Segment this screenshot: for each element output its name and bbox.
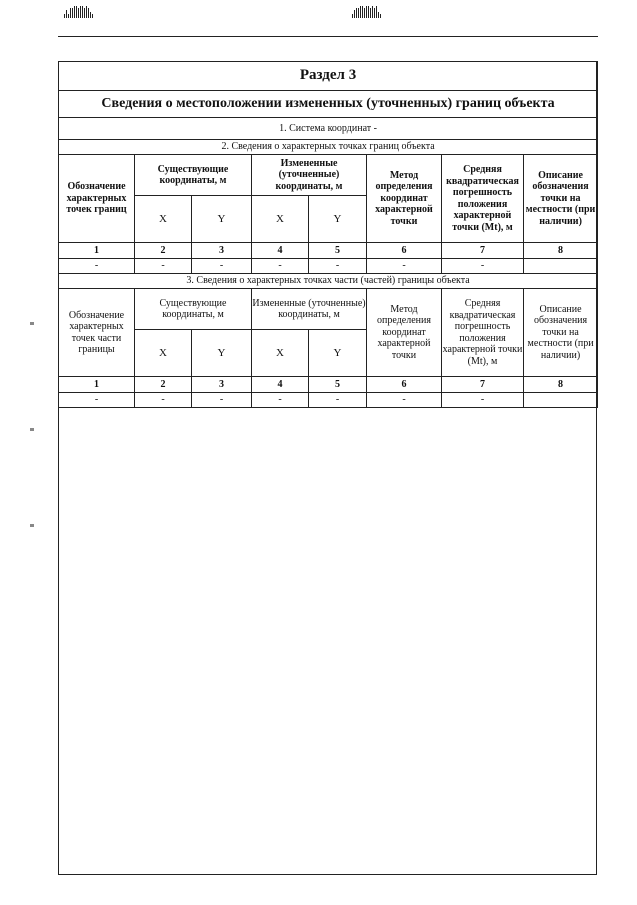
part3-col-designation: Обозначение характерных точек части границы — [59, 289, 135, 377]
part2-cell: - — [135, 259, 192, 274]
part2-heading: 2. Сведения о характерных точках границ объекта — [59, 140, 598, 155]
margin-mark — [30, 428, 34, 431]
part3-col-number: 1 — [59, 377, 135, 393]
barcode-right — [352, 6, 381, 18]
part3-col-changed: Измененные (уточненные) координаты, м — [252, 289, 367, 330]
part2-col-error: Средняя квадратическая погрешность положения характерной точки (Mt), м — [442, 155, 524, 243]
part3-col-number: 8 — [524, 377, 598, 393]
part3-cell: - — [59, 393, 135, 408]
part3-col-existing: Существующие координаты, м — [135, 289, 252, 330]
part3-col-changed-x: X — [252, 330, 309, 377]
part2-col-changed: Измененные (уточненные) координаты, м — [252, 155, 367, 196]
part3-heading: 3. Сведения о характерных точках части (частей) границы объекта — [59, 274, 598, 289]
part2-cell: - — [309, 259, 367, 274]
part2-col-designation: Обозначение характерных точек границ — [59, 155, 135, 243]
part3-col-changed-y: Y — [309, 330, 367, 377]
part3-col-method: Метод определения координат характерной точки — [367, 289, 442, 377]
part3-col-number: 2 — [135, 377, 192, 393]
part2-col-existing-y: Y — [192, 196, 252, 243]
part3-col-number: 3 — [192, 377, 252, 393]
part2-cell: - — [59, 259, 135, 274]
part3-col-description: Описание обозначения точки на местности (при наличии) — [524, 289, 598, 377]
part3-col-existing-y: Y — [192, 330, 252, 377]
part2-cell: - — [442, 259, 524, 274]
section-title: Раздел 3 — [59, 62, 598, 91]
part2-col-changed-y: Y — [309, 196, 367, 243]
part3-cell: - — [367, 393, 442, 408]
header-rule — [58, 36, 598, 37]
part2-col-number: 4 — [252, 243, 309, 259]
part3-cell: - — [192, 393, 252, 408]
part2-col-existing-x: X — [135, 196, 192, 243]
part3-col-number: 5 — [309, 377, 367, 393]
part2-col-method: Метод определения координат характерной точки — [367, 155, 442, 243]
part2-col-description: Описание обозначения точки на местности (при наличии) — [524, 155, 598, 243]
part3-cell — [524, 393, 598, 408]
section-subtitle: Сведения о местоположении измененных (уточненных) границ объекта — [59, 91, 598, 118]
barcode-left — [64, 6, 93, 18]
part3-col-number: 7 — [442, 377, 524, 393]
part3-cell: - — [135, 393, 192, 408]
part2-col-number: 2 — [135, 243, 192, 259]
part3-cell: - — [442, 393, 524, 408]
part2-cell: - — [252, 259, 309, 274]
part3-col-number: 6 — [367, 377, 442, 393]
margin-mark — [30, 322, 34, 325]
document-sheet — [58, 61, 597, 875]
part3-cell: - — [309, 393, 367, 408]
coordinate-system-label: 1. Система координат - — [59, 118, 598, 140]
part2-col-number: 3 — [192, 243, 252, 259]
part2-col-number: 5 — [309, 243, 367, 259]
part3-col-number: 4 — [252, 377, 309, 393]
part2-cell: - — [367, 259, 442, 274]
margin-mark — [30, 524, 34, 527]
part2-col-number: 8 — [524, 243, 598, 259]
part2-col-changed-x: X — [252, 196, 309, 243]
part3-cell: - — [252, 393, 309, 408]
part3-col-existing-x: X — [135, 330, 192, 377]
part2-col-number: 1 — [59, 243, 135, 259]
part2-cell: - — [192, 259, 252, 274]
part2-col-number: 6 — [367, 243, 442, 259]
section-table — [58, 61, 598, 408]
part2-col-number: 7 — [442, 243, 524, 259]
part3-col-error: Средняя квадратическая погрешность положения характерной точки (Mt), м — [442, 289, 524, 377]
part2-cell — [524, 259, 598, 274]
part2-col-existing: Существующие координаты, м — [135, 155, 252, 196]
